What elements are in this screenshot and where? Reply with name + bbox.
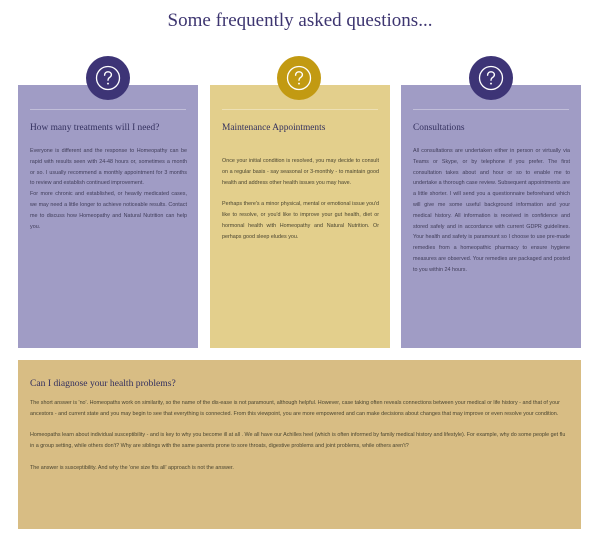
page-title: Some frequently asked questions... bbox=[167, 10, 433, 31]
card-body bbox=[30, 146, 187, 232]
faq-card-maintenance bbox=[210, 85, 390, 348]
card-title: Can I diagnose your health problems? bbox=[30, 378, 176, 389]
card-body bbox=[413, 146, 570, 276]
question-mark-circle-icon bbox=[277, 56, 321, 100]
faq-card-treatments bbox=[18, 85, 198, 348]
card-title: Maintenance Appointments bbox=[222, 123, 326, 133]
card-divider bbox=[413, 109, 569, 110]
card-paragraph: All consultations are undertaken either in person or virtually via Teams or Skype, or by telephone if you prefer. The first consultation takes about and hour or so to enable me to undertake a thorough case review. Subsequent appointments are a little shorter. I will send you a questionnaire beforehand which will give me some useful background information and your medical history. All information is received in confidence and stored safely and in accordance with current GDPR guidelines. Your health and safety is paramount so I choose to use pre-made remedies from a homeopathic pharmacy to ensure hygiene measures are observed. Your remedies are packaged and posted to you within 24 hours. bbox=[413, 148, 570, 273]
faq-card-diagnosis bbox=[18, 360, 581, 529]
card-paragraph: The answer is susceptibility. And why the 'one size fits all' approach is not the answer. bbox=[30, 464, 234, 471]
card-paragraph: The short answer is 'no'. Homeopaths work on similarity, so the name of the dis-ease is not paramount, although helpful. However, case taking often reveals connections between your medical or life history - and that of your ancestors - and current state and you may begin to see that everything is connected. From this viewpoint, you are more empowered and can make decisions about changes that may improve or even resolve your condition. bbox=[30, 400, 560, 417]
question-mark-circle-icon bbox=[86, 56, 130, 100]
card-divider bbox=[30, 109, 186, 110]
card-paragraph: Homeopaths learn about individual susceptibility - and is key to why you become ill at all . We all have our Achilles heel (which is often informed by family medical history and lifestyle). For example, why do some people get flu in a group setting, while others don't? Why are siblings with the same parents prone to sore throats, digestive problems and joint problems, while others aren't? bbox=[30, 432, 566, 450]
card-divider bbox=[222, 109, 378, 110]
question-mark-circle-icon bbox=[469, 56, 513, 100]
card-body bbox=[222, 156, 379, 242]
card-body bbox=[30, 398, 569, 474]
card-paragraph: Everyone is different and the response to Homeopathy can be rapid with results seen with 24-48 hours or, sometimes a month or so. I usually recommend a monthly appointment for 3 months to review and establish continued improvement. bbox=[30, 148, 187, 187]
card-paragraph: Once your initial condition is resolved, you may decide to consult on a regular basis - say seasonal or 3-monthly - to maintain good health and address other health issues you may have. bbox=[222, 158, 379, 186]
card-title: How many treatments will I need? bbox=[30, 123, 160, 133]
card-title: Consultations bbox=[413, 123, 465, 133]
card-paragraph: For more chronic and established, or heavily medicated cases, we may need a little longer to achieve noticeable results. Contact me to discuss how Homeopathy and Natural Nutrition can help you. bbox=[30, 191, 187, 230]
faq-card-consultations bbox=[401, 85, 581, 348]
card-paragraph: Perhaps there's a minor physical, mental or emotional issue you'd like to resolve, or you'd like to improve your gut health, diet or hormonal health with Homeopathy and Natural Nutrition. Or perhaps good sleep eludes you. bbox=[222, 201, 379, 240]
